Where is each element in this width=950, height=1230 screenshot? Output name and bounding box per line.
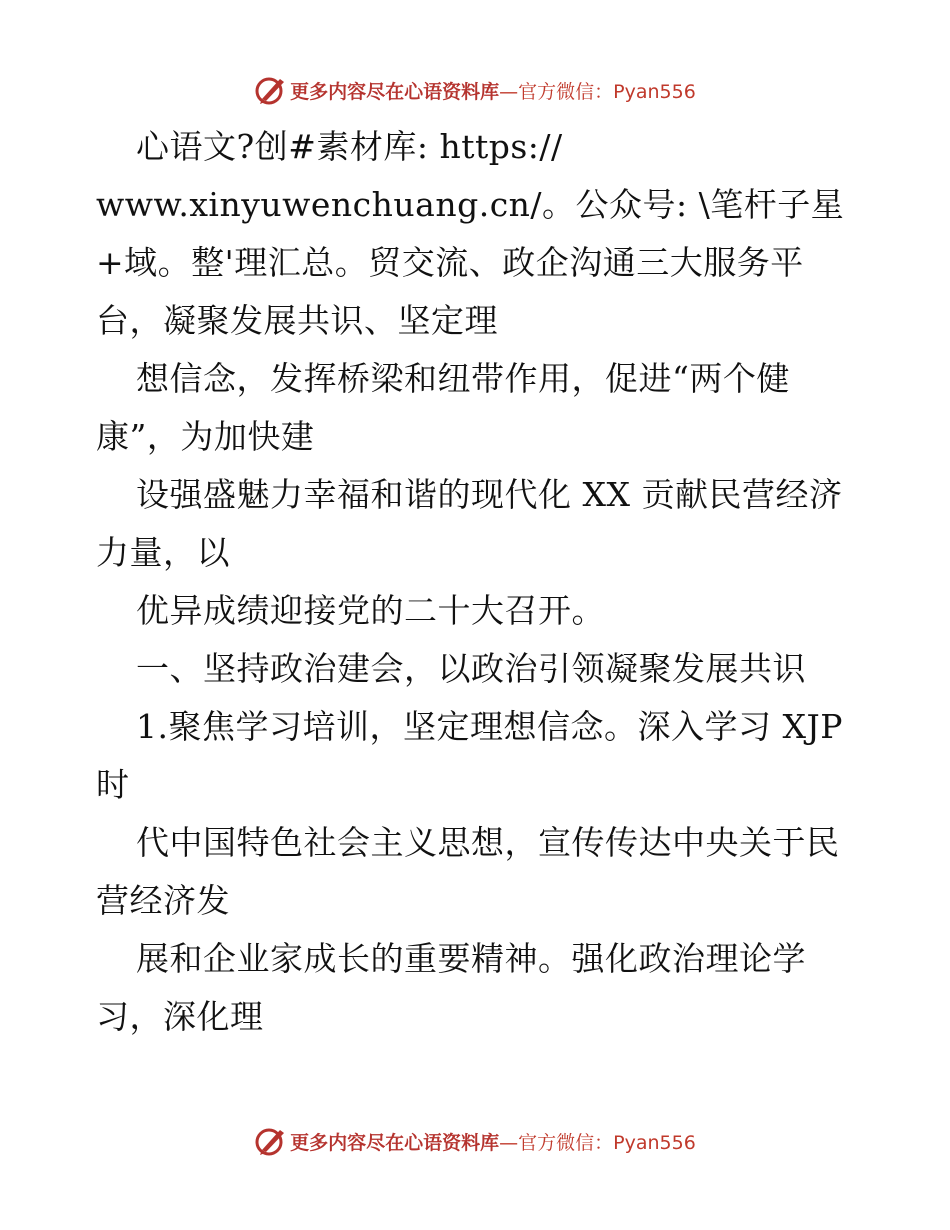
text-line: +域。整'理汇总。贸交流、政企沟通三大服务平: [96, 243, 804, 282]
footer-banner: [0, 1121, 950, 1161]
document-body: [96, 118, 856, 1046]
banner-text: [290, 77, 696, 104]
banner-dash: —: [499, 1131, 519, 1154]
banner-brand: 更多内容尽在心语资料库: [290, 80, 500, 103]
pen-logo-icon: [254, 73, 288, 107]
text-line: www.xinyuwenchuang.cn/。公众号: \笔杆子星: [96, 185, 845, 224]
text-line: 时: [96, 765, 130, 804]
text-line: 力量，以: [96, 533, 230, 572]
banner-text: [290, 1128, 696, 1155]
text-line: 康”，为加快建: [96, 417, 315, 456]
section-heading: 一、坚持政治建会，以政治引领凝聚发展共识: [136, 649, 806, 688]
text-line: 设强盛魅力幸福和谐的现代化 XX 贡献民营经济: [136, 475, 843, 514]
header-banner: [0, 70, 950, 110]
text-line: 想信念，发挥桥梁和纽带作用，促进“两个健: [136, 359, 790, 398]
text-line: 1.聚焦学习培训，坚定理想信念。深入学习 XJP: [136, 707, 843, 746]
text-line: 优异成绩迎接党的二十大召开。: [136, 591, 605, 630]
banner-wechat: 官方微信：Pyan556: [518, 80, 696, 103]
pen-logo-icon: [254, 1124, 288, 1158]
text-line: 习，深化理: [96, 997, 264, 1036]
text-line: 代中国特色社会主义思想，宣传传达中央关于民: [136, 823, 840, 862]
text-line: 营经济发: [96, 881, 230, 920]
text-line: 心语文?创#素材库: https://: [136, 127, 563, 166]
text-line: 台，凝聚发展共识、坚定理: [96, 301, 498, 340]
banner-dash: —: [499, 80, 519, 103]
text-line: 展和企业家成长的重要精神。强化政治理论学: [136, 939, 806, 978]
banner-wechat: 官方微信：Pyan556: [518, 1131, 696, 1154]
banner-brand: 更多内容尽在心语资料库: [290, 1131, 500, 1154]
